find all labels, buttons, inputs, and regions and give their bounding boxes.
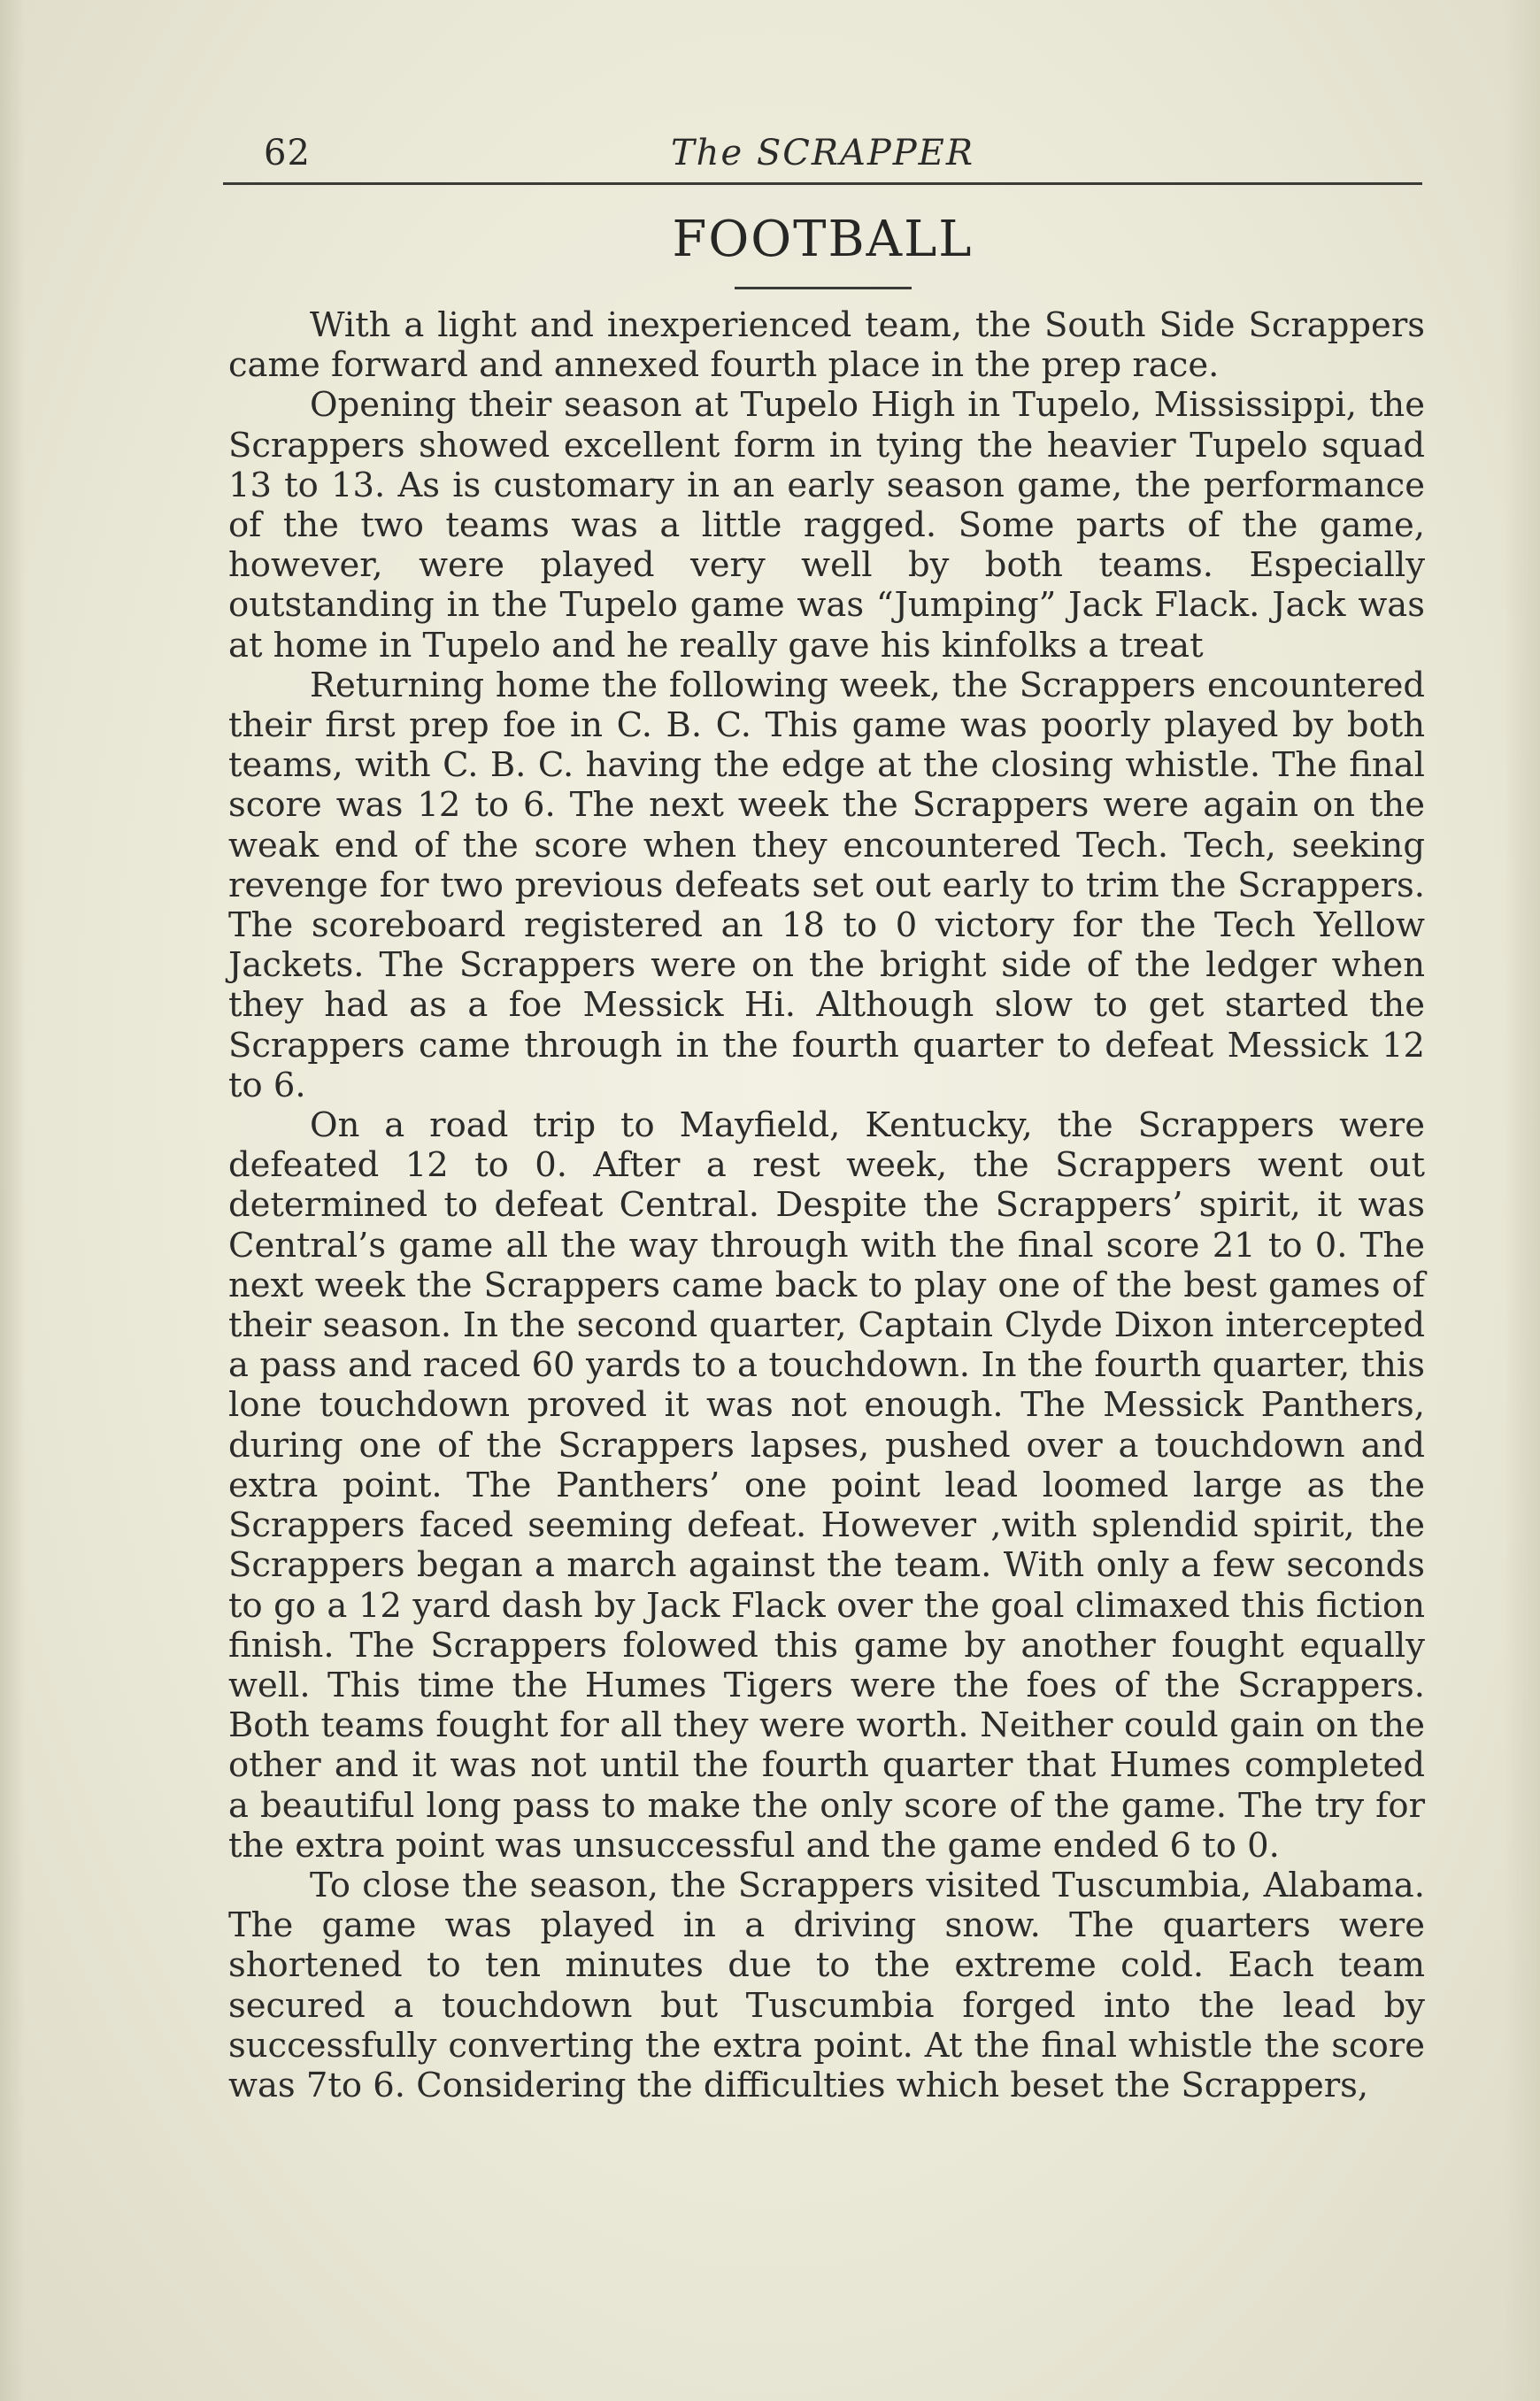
paragraph-mayfield-central-humes: On a road trip to Mayfield, Kentucky, the Scrappers were defeated 12 to 0. After a rest week, the Scrappers went out determined to defeat Central. Despite the Scrappers’ spirit, it was Central’s game all the way through with the final score 21 to 0. The next week the Scrappers came back to play one of the best games of their season. In the second quarter, Captain Clyde Dixon intercepted a pass and raced 60 yards to a touchdown. In the fourth quarter, this lone touchdown proved it was not enough. The Messick Panthers, during one of the Scrappers lapses, pushed over a touchdown and extra point. The Panthers’ one point lead loomed large as the Scrappers faced seeming defeat. However ,with splendid spirit, the Scrappers began a march against the team. With only a few seconds to go a 12 yard dash by Jack Flack over the goal climaxed this fiction finish. The Scrappers folowed this game by another fought equally well. This time the Humes Tigers were the foes of the Scrappers. Both teams fought for all they were worth. Neither could gain on the other and it was not until the fourth quarter that Humes completed a beautiful long pass to make the only score of the game. The try for the extra point was unsuccessful and the game ended 6 to 0. bbox=[228, 1105, 1425, 1866]
page-header bbox=[223, 133, 1422, 184]
title-rule bbox=[735, 287, 912, 289]
paragraph-tuscumbia: To close the season, the Scrappers visited Tuscumbia, Alabama. The game was played in a driving snow. The quarters were shortened to ten minutes due to the extreme cold. Each team secured a touchdown but Tuscumbia forged into the lead by successfully converting the extra point. At the final whistle the score was 7to 6. Considering the difficulties which beset the Scrappers, bbox=[228, 1865, 1425, 2105]
paragraph-tupelo: Opening their season at Tupelo High in Tupelo, Mississippi, the Scrappers showed excellent form in tying the heavier Tupelo squad 13 to 13. As is customary in an early season game, the performance of the two teams was a little ragged. Some parts of the game, however, were played very well by both teams. Especially outstanding in the Tupelo game was “Jumping” Jack Flack. Jack was at home in Tupelo and he really gave his kinfolks a treat bbox=[228, 385, 1425, 666]
paragraph-intro: With a light and inexperienced team, the South Side Scrappers came forward and annexed fourth place in the prep race. bbox=[228, 305, 1425, 386]
article-title: FOOTBALL bbox=[672, 211, 974, 268]
paragraph-cbc-tech-messick: Returning home the following week, the Scrappers encountered their first prep foe in C. B. C. This game was poorly played by both teams, with C. B. C. having the edge at the closing whistle. The final score was 12 to 6. The next week the Scrappers were again on the weak end of the score when they encountered Tech. Tech, seeking revenge for two previous defeats set out early to trim the Scrappers. The scoreboard registered an 18 to 0 victory for the Tech Yellow Jackets. The Scrappers were on the bright side of the ledger when they had as a foe Messick Hi. Although slow to get started the Scrappers came through in the fourth quarter to defeat Messick 12 to 6. bbox=[228, 665, 1425, 1105]
header-rule bbox=[223, 182, 1422, 185]
article-body bbox=[228, 305, 1425, 2105]
running-head: The SCRAPPER bbox=[671, 133, 974, 173]
page-number: 62 bbox=[264, 133, 311, 173]
